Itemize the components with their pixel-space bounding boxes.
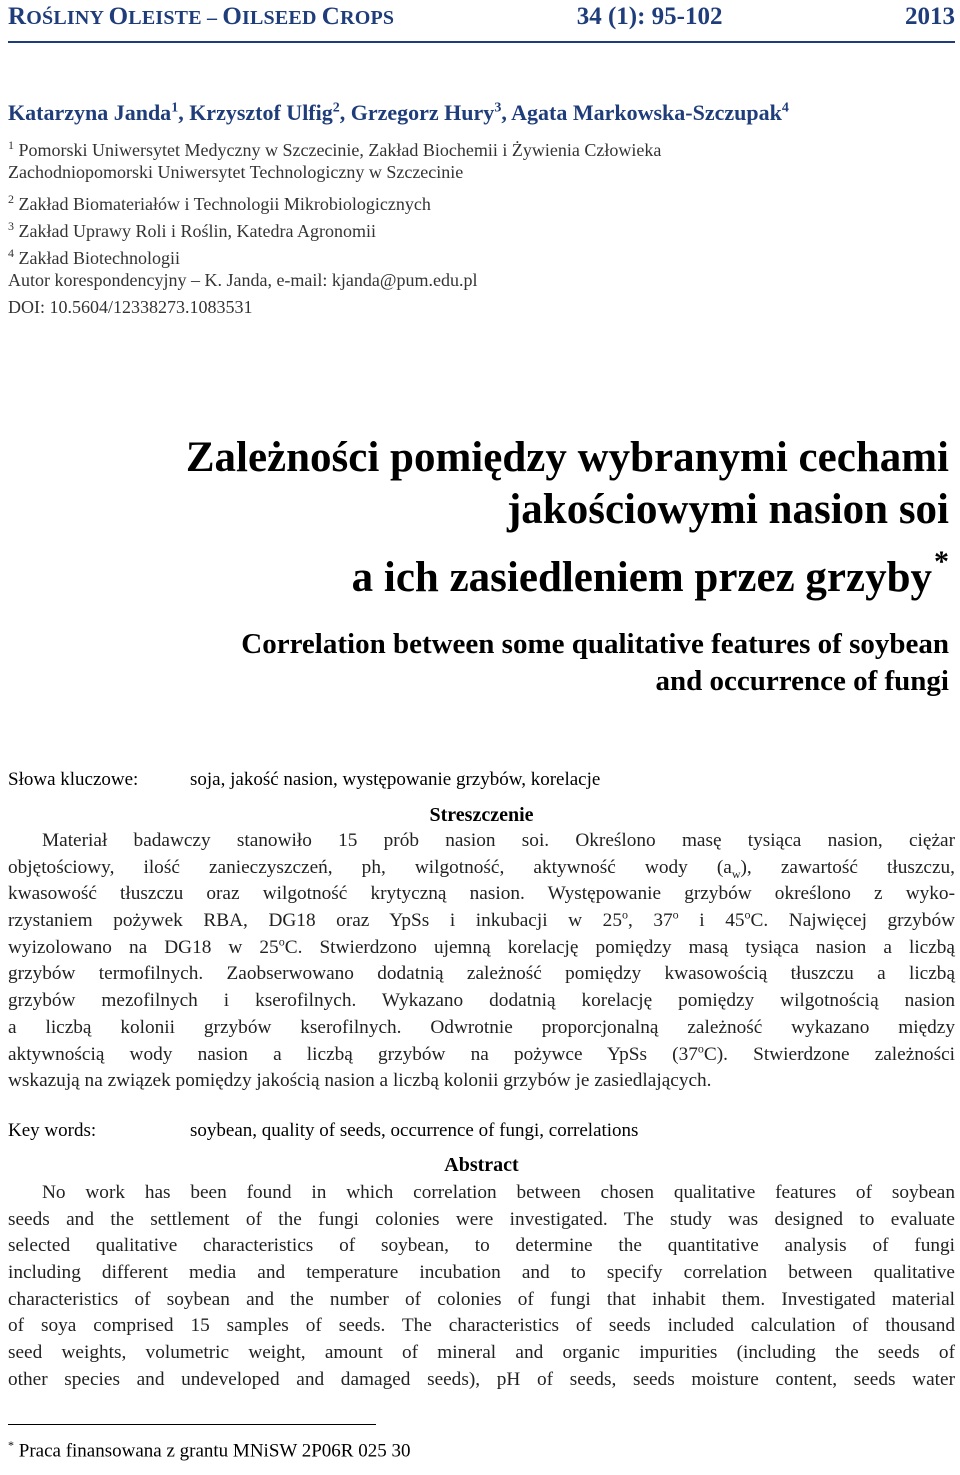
streszczenie-heading: Streszczenie xyxy=(429,804,534,826)
affiliation-1-cont: Zachodniopomorski Uniwersytet Technologiczny w Szczecinie xyxy=(8,162,464,182)
affiliation-3: $^3$ Zakład Uprawy Roli i Roślin, Katedra Agronomii xyxy=(8,219,376,241)
corresponding-author: Autor korespondencyjny – K. Janda, e-mail: kjanda@pum.edu.pl xyxy=(8,270,478,290)
author: Katarzyna Janda xyxy=(8,100,172,125)
keywords-value: soja, jakość nasion, występowanie grzybów, korelacje xyxy=(190,769,601,790)
publication-year: 2013 xyxy=(904,3,955,30)
author: Grzegorz Hury xyxy=(350,100,495,125)
keywords-value: soybean, quality of seeds, occurrence of fungi, correlations xyxy=(190,1120,639,1141)
doi: DOI: 10.5604/12338273.1083531 xyxy=(8,297,253,317)
streszczenie-body: Materiał badawczy stanowiło 15 prób nasion soi. Określono masę tysiąca nasion, ciężar objętościowy, ilość zanieczyszczeń, ph, wilgotność, aktywność wody $(a_w)$, zawartość tłuszczu, kwasowość tłuszczu oraz wilgotność krytyczną nasion. Występowanie grzybów określono z wyko- rzystaniem pożywek RBA, DG18 oraz YpSs i inkubacji w 25$^o$, 37$^o$ i 45$^o$C. Najwięcej grzybów wyizolowano na DG18 w 25$^o$C. Stwierdzono ujemną korelację pomiędzy masą tysiąca nasion a liczbą grzybów termofilnych. Zaobserwowano dodatnią zależność pomiędzy kwasowością tłuszczu a liczbą grzybów mezofilnych i kserofilnych. Wykazano dodatnią korelację pomiędzy wilgotnością nasion a liczbą kolonii grzybów kserofilnych. Odwrotnie proporcjonalną zależność wykazano między aktywnością wody nasion a liczbą grzybów na pożywce YpSs (37$^o$C). Stwierdzone zależności wskazują na związek pomiędzy jakością nasion a liczbą kolonii grzybów je zasiedlających. xyxy=(8,830,956,1092)
running-header xyxy=(8,0,955,34)
author-affiliation-mark: 3 xyxy=(494,100,502,116)
keywords-english xyxy=(8,1120,955,1142)
funding-footnote-mark: * xyxy=(934,545,949,578)
abstract-body: No work has been found in which correlation between chosen qualitative features of soybean seeds and the settlement of the fungi colonies were investigated. The study was designed to evaluate selected qualitative characteristics of soybean, to determine the quantitative analysis of fungi including different media and temperature incubation and to specify correlation between qualitative characteristics of soybean and the number of colonies of fungi that inhabit them. Investigated material of soya comprised 15 samples of seeds. The characteristics of seeds included calculation of thousand seed weights, volumetric weight, amount of mineral and organic impurities (including the seeds of other species and undeveloped and damaged seeds), pH of seeds, seeds moisture content, seeds water xyxy=(8,1182,955,1390)
volume-pages: 34 (1): 95-102 xyxy=(576,3,723,30)
keywords-label: Słowa kluczowe: xyxy=(8,769,139,790)
funding-footnote: * Praca finansowana z grantu MNiSW 2P06R 025 30 xyxy=(8,1438,411,1462)
journal-name: ROŚLINY OLEISTE – OILSEED CROPS xyxy=(8,3,395,30)
affiliation-1: $^1$ Pomorski Uniwersytet Medyczny w Szczecinie, Zakład Biochemii i Żywienia Człowieka xyxy=(8,138,662,160)
author-affiliation-mark: 4 xyxy=(781,100,789,116)
affiliation-4: $^4$ Zakład Biotechnologii xyxy=(8,246,180,268)
header-rule xyxy=(8,41,955,43)
title-polish: Zależności pomiędzy wybranymi cechami jakościowymi nasion soi a ich zasiedleniem przez grzyby* xyxy=(185,434,949,601)
author: Agata Markowska-Szczupak xyxy=(511,100,782,125)
author-affiliation-mark: 2 xyxy=(332,100,340,116)
abstract-heading: Abstract xyxy=(444,1154,519,1176)
keywords-polish xyxy=(8,769,955,791)
footnote-rule xyxy=(8,1424,376,1425)
affiliation-2: $^2$ Zakład Biomateriałów i Technologii Mikrobiologicznych xyxy=(8,192,431,214)
author-list: Katarzyna Janda$^1$, Krzysztof Ulfig$^2$, Grzegorz Hury$^3$, Agata Markowska-Szczupak$^4$ xyxy=(8,100,789,125)
author: Krzysztof Ulfig xyxy=(189,100,333,125)
keywords-label: Key words: xyxy=(8,1120,97,1141)
author-affiliation-mark: 1 xyxy=(171,100,179,116)
title-english: Correlation between some qualitative features of soybean and occurrence of fungi xyxy=(241,628,949,697)
